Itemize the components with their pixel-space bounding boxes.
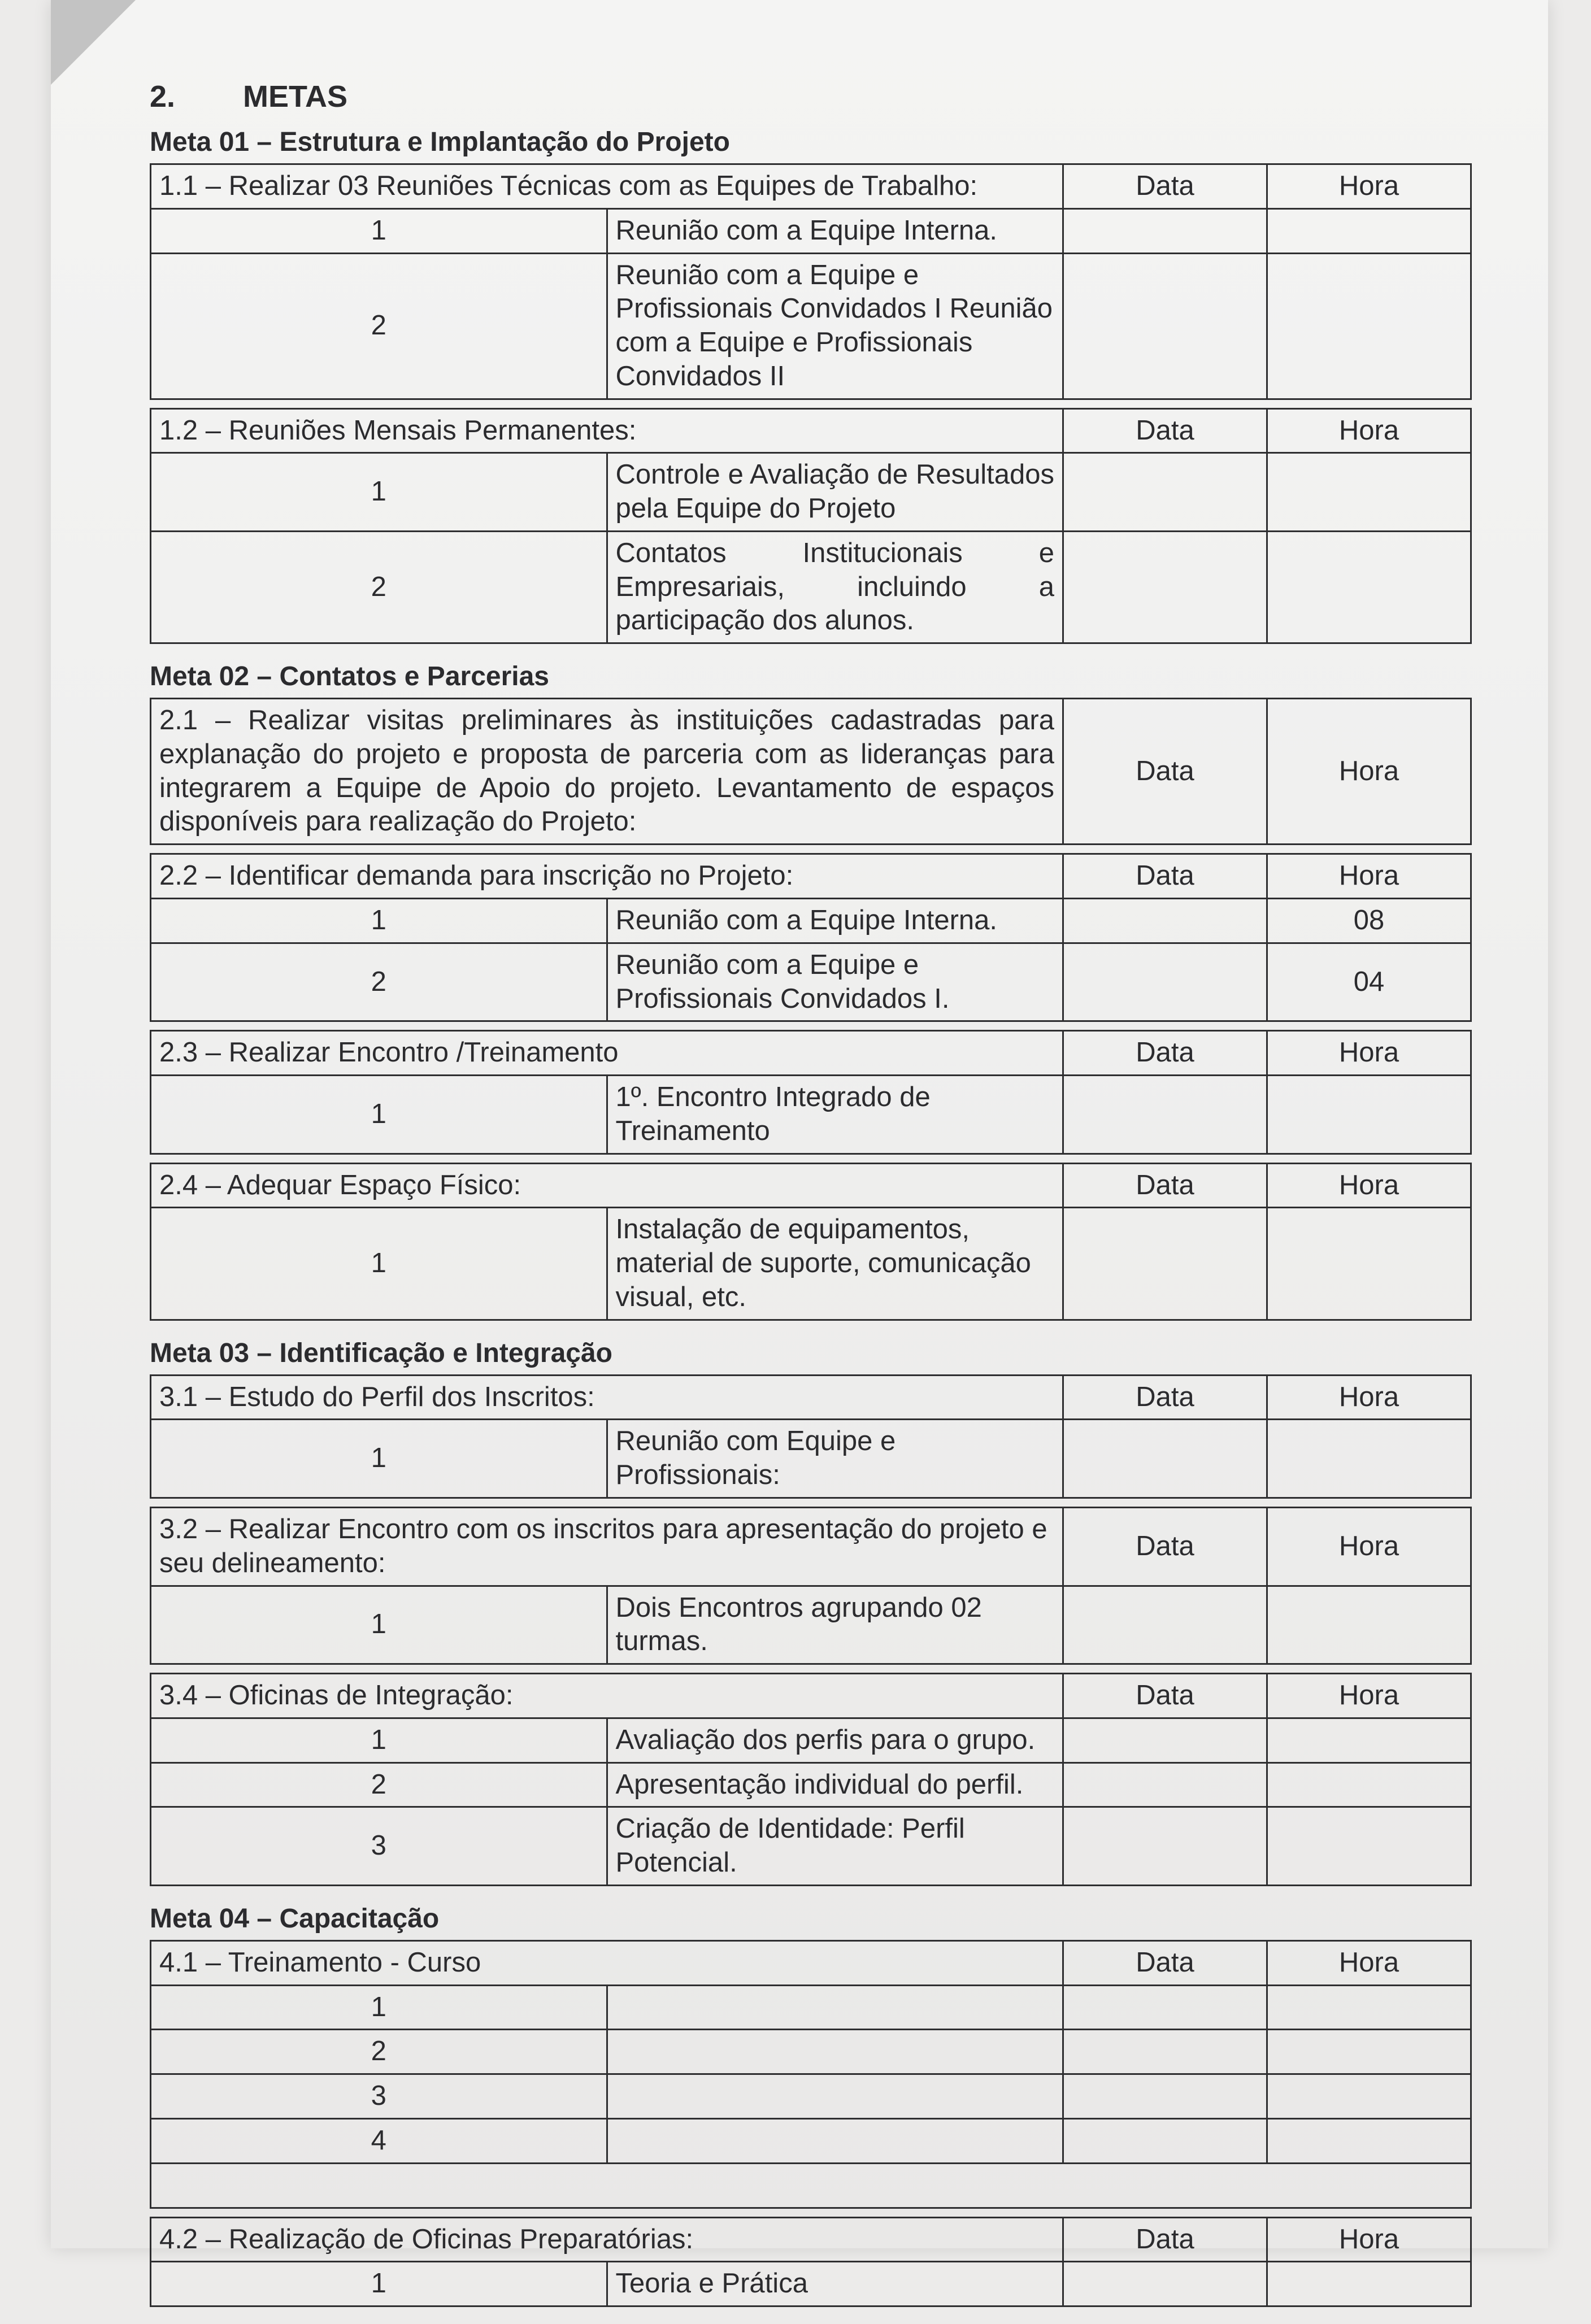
spacer-row <box>151 2163 1471 2208</box>
table-header-row <box>151 1940 1471 1985</box>
table-header: 3.4 – Oficinas de Integração: <box>151 1674 1063 1718</box>
table-header: 3.1 – Estudo do Perfil dos Inscritos: <box>151 1375 1063 1420</box>
item-number: 1 <box>151 1985 607 2030</box>
data-cell <box>1063 453 1267 532</box>
item-number: 1 <box>151 2262 607 2306</box>
table-row <box>151 1985 1471 2030</box>
table-header: 2.1 – Realizar visitas preliminares às instituições cadastradas para explanação do projeto e proposta de parceria com as lideranças para integrarem a Equipe de Apoio do projeto. Levantamento de espaços disponíveis para realização do Projeto: <box>151 699 1063 845</box>
item-number: 1 <box>151 453 607 532</box>
data-cell <box>1063 899 1267 943</box>
item-text <box>607 1985 1063 2030</box>
data-cell <box>1063 2030 1267 2074</box>
item-number: 1 <box>151 1420 607 1498</box>
meta-04-section <box>150 1903 1472 2307</box>
hora-cell <box>1267 1985 1471 2030</box>
data-cell <box>1063 1985 1267 2030</box>
table-header-row <box>151 1674 1471 1718</box>
meta-03-title: Meta 03 – Identificação e Integração <box>150 1338 612 1368</box>
col-data-header: Data <box>1063 1375 1267 1420</box>
section-title: METAS <box>243 80 348 114</box>
item-number: 2 <box>151 1762 607 1807</box>
table-header-row <box>151 1163 1471 1208</box>
data-cell <box>1063 1718 1267 1762</box>
table-row <box>151 1586 1471 1664</box>
hora-cell <box>1267 1586 1471 1664</box>
item-text: Teoria e Prática <box>607 2262 1063 2306</box>
data-cell <box>1063 1586 1267 1664</box>
table-header-row <box>151 1507 1471 1586</box>
folded-corner <box>51 0 136 85</box>
col-hora-header: Hora <box>1267 164 1471 209</box>
table-row <box>151 2118 1471 2163</box>
meta-01-section <box>150 127 1472 644</box>
table-row <box>151 2262 1471 2306</box>
col-data-header: Data <box>1063 408 1267 453</box>
table-1-2 <box>150 408 1472 645</box>
item-text: Reunião com Equipe e Profissionais: <box>607 1420 1063 1498</box>
col-data-header: Data <box>1063 854 1267 899</box>
table-header-row <box>151 854 1471 899</box>
col-data-header: Data <box>1063 2217 1267 2262</box>
item-text <box>607 2030 1063 2074</box>
item-text: Controle e Avaliação de Resultados pela Equipe do Projeto <box>607 453 1063 532</box>
col-hora-header: Hora <box>1267 1031 1471 1076</box>
data-cell <box>1063 2118 1267 2163</box>
item-number: 1 <box>151 1208 607 1320</box>
data-cell <box>1063 2074 1267 2119</box>
meta-03-section <box>150 1338 1472 1886</box>
col-hora-header: Hora <box>1267 1940 1471 1985</box>
section-heading <box>150 79 1472 114</box>
section-number: 2. <box>150 80 176 114</box>
table-4-1 <box>150 1940 1472 2209</box>
table-row <box>151 2030 1471 2074</box>
item-number: 3 <box>151 1807 607 1886</box>
item-text <box>607 2118 1063 2163</box>
table-row <box>151 453 1471 532</box>
table-row <box>151 1076 1471 1154</box>
data-cell <box>1063 1762 1267 1807</box>
item-text: Reunião com a Equipe Interna. <box>607 208 1063 253</box>
table-header: 2.2 – Identificar demanda para inscrição no Projeto: <box>151 854 1063 899</box>
col-hora-header: Hora <box>1267 1507 1471 1586</box>
item-number: 3 <box>151 2074 607 2119</box>
data-cell <box>1063 1076 1267 1154</box>
item-number: 2 <box>151 2030 607 2074</box>
col-hora-header: Hora <box>1267 1375 1471 1420</box>
table-header-row <box>151 1031 1471 1076</box>
hora-cell <box>1267 531 1471 643</box>
document-body <box>150 79 1472 2324</box>
table-header-row <box>151 699 1471 845</box>
meta-02-section <box>150 661 1472 1320</box>
item-text: Reunião com a Equipe Interna. <box>607 899 1063 943</box>
col-data-header: Data <box>1063 164 1267 209</box>
data-cell <box>1063 208 1267 253</box>
table-header: 4.2 – Realização de Oficinas Preparatórias: <box>151 2217 1063 2262</box>
data-cell <box>1063 943 1267 1021</box>
item-number: 2 <box>151 943 607 1021</box>
table-header: 2.4 – Adequar Espaço Físico: <box>151 1163 1063 1208</box>
hora-cell <box>1267 2074 1471 2119</box>
item-number: 1 <box>151 208 607 253</box>
col-hora-header: Hora <box>1267 699 1471 845</box>
table-row <box>151 2074 1471 2119</box>
table-header-row <box>151 408 1471 453</box>
hora-cell <box>1267 1076 1471 1154</box>
item-text: Instalação de equipamentos, material de suporte, comunicação visual, etc. <box>607 1208 1063 1320</box>
table-row <box>151 253 1471 399</box>
hora-cell <box>1267 1208 1471 1320</box>
table-4-2 <box>150 2217 1472 2308</box>
item-number: 1 <box>151 899 607 943</box>
item-text: Reunião com a Equipe e Profissionais Convidados I. <box>607 943 1063 1021</box>
item-text <box>607 2074 1063 2119</box>
col-data-header: Data <box>1063 1940 1267 1985</box>
item-text: 1º. Encontro Integrado de Treinamento <box>607 1076 1063 1154</box>
table-row <box>151 943 1471 1021</box>
hora-cell <box>1267 2030 1471 2074</box>
hora-cell <box>1267 2118 1471 2163</box>
data-cell <box>1063 2262 1267 2306</box>
col-data-header: Data <box>1063 1674 1267 1718</box>
table-row <box>151 1420 1471 1498</box>
data-cell <box>1063 1807 1267 1886</box>
table-header: 1.2 – Reuniões Mensais Permanentes: <box>151 408 1063 453</box>
table-header: 3.2 – Realizar Encontro com os inscritos para apresentação do projeto e seu delineamento: <box>151 1507 1063 1586</box>
item-text: Apresentação individual do perfil. <box>607 1762 1063 1807</box>
item-text: Contatos Institucionais e Empresariais, incluindo a participação dos alunos. <box>607 531 1063 643</box>
table-header: 1.1 – Realizar 03 Reuniões Técnicas com as Equipes de Trabalho: <box>151 164 1063 209</box>
meta-01-title: Meta 01 – Estrutura e Implantação do Projeto <box>150 127 730 157</box>
table-3-1 <box>150 1374 1472 1499</box>
meta-04-title: Meta 04 – Capacitação <box>150 1903 440 1934</box>
hora-cell: 08 <box>1267 899 1471 943</box>
hora-cell <box>1267 253 1471 399</box>
table-header-row <box>151 164 1471 209</box>
item-number: 2 <box>151 531 607 643</box>
table-2-1 <box>150 698 1472 845</box>
item-text: Avaliação dos perfis para o grupo. <box>607 1718 1063 1762</box>
table-row <box>151 208 1471 253</box>
empty-cell <box>151 2163 1471 2208</box>
table-row <box>151 1718 1471 1762</box>
table-row <box>151 1208 1471 1320</box>
table-3-2 <box>150 1507 1472 1665</box>
hora-cell <box>1267 1807 1471 1886</box>
table-1-1 <box>150 163 1472 400</box>
paper-sheet <box>51 0 1548 2299</box>
table-header-row <box>151 1375 1471 1420</box>
item-number: 1 <box>151 1076 607 1154</box>
item-text: Dois Encontros agrupando 02 turmas. <box>607 1586 1063 1664</box>
table-header: 2.3 – Realizar Encontro /Treinamento <box>151 1031 1063 1076</box>
hora-cell: 04 <box>1267 943 1471 1021</box>
table-2-4 <box>150 1163 1472 1321</box>
col-hora-header: Hora <box>1267 2217 1471 2262</box>
table-row <box>151 531 1471 643</box>
hora-cell <box>1267 1420 1471 1498</box>
hora-cell <box>1267 2262 1471 2306</box>
col-data-header: Data <box>1063 699 1267 845</box>
col-data-header: Data <box>1063 1507 1267 1586</box>
table-row <box>151 1807 1471 1886</box>
table-header: 4.1 – Treinamento - Curso <box>151 1940 1063 1985</box>
item-number: 2 <box>151 253 607 399</box>
item-text: Reunião com a Equipe e Profissionais Convidados I Reunião com a Equipe e Profissionais Convidados II <box>607 253 1063 399</box>
data-cell <box>1063 1208 1267 1320</box>
hora-cell <box>1267 453 1471 532</box>
data-cell <box>1063 1420 1267 1498</box>
item-number: 1 <box>151 1718 607 1762</box>
col-hora-header: Hora <box>1267 408 1471 453</box>
hora-cell <box>1267 208 1471 253</box>
table-2-3 <box>150 1030 1472 1154</box>
col-data-header: Data <box>1063 1163 1267 1208</box>
table-3-4 <box>150 1673 1472 1886</box>
hora-cell <box>1267 1762 1471 1807</box>
table-row <box>151 899 1471 943</box>
data-cell <box>1063 253 1267 399</box>
data-cell <box>1063 531 1267 643</box>
col-hora-header: Hora <box>1267 1163 1471 1208</box>
item-text: Criação de Identidade: Perfil Potencial. <box>607 1807 1063 1886</box>
col-hora-header: Hora <box>1267 1674 1471 1718</box>
col-data-header: Data <box>1063 1031 1267 1076</box>
item-number: 4 <box>151 2118 607 2163</box>
hora-cell <box>1267 1718 1471 1762</box>
table-2-2 <box>150 853 1472 1022</box>
meta-02-title: Meta 02 – Contatos e Parcerias <box>150 661 549 692</box>
table-row <box>151 1762 1471 1807</box>
col-hora-header: Hora <box>1267 854 1471 899</box>
table-header-row <box>151 2217 1471 2262</box>
item-number: 1 <box>151 1586 607 1664</box>
